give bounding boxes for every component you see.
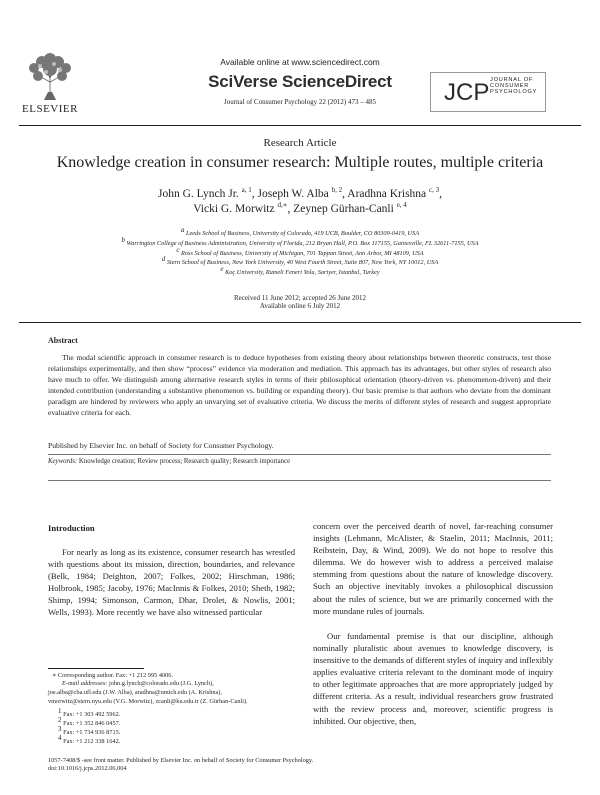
affiliation: $^b$ Warrington College of Business Administration, University of Florida, 212 Bryan Hall, P.O. Box 117155, Gainesville, FL 32611-7155, USA [121,236,479,248]
footnote-fax: $^3$ Fax: +1 734 936 8715. [58,725,121,737]
footnote-emails: E-mail addresses: john.g.lynch@colorado.edu (J.G. Lynch), [62,680,214,687]
abstract-heading: Abstract [48,336,78,345]
author-name[interactable]: Zeynep Gürhan-Canli [293,202,394,215]
affiliation: $^c$ Ross School of Business, University of Michigan, 701 Tappan Street, Ann Arbor, MI 48109, USA [176,246,424,258]
author-affil-mark[interactable]: b, 2 [331,186,343,194]
footnote-emails-cont[interactable]: joe.alba@cba.ufl.edu (J.W. Alba), aradhna@umich.edu (A. Krishna), [48,689,222,696]
doi-link[interactable]: doi:10.1016/j.jcps.2012.06.004 [48,765,127,772]
footnote-fax: $^4$ Fax: +1 212 338 1642. [58,734,121,746]
article-title: Knowledge creation in consumer research: Multiple routes, multiple criteria [56,154,544,171]
footnote-corresponding: ∗ Corresponding author. Fax: +1 212 995 4006. [52,672,173,679]
available-online-link[interactable]: Available online at www.sciencedirect.com [220,57,380,67]
author-line-1: John G. Lynch Jr. $^{a, 1}$, Joseph W. Alba $^{b, 2}$, Aradhna Krishna $^{c, 3}$, [157,186,443,200]
body-paragraph-right-2: Our fundamental premise is that our discipline, although nominally pluralistic about avenues to knowledge discovery, is insensitive to the demands of different styles of inquiry and inflexibly applies evaluative criteria relevant to the dominant mode of inquiry to other legitimate approaches that are more appropriately judged by different criteria. As a result, individual researchers grow frustrated with the review process and, moreover, scientific progress is inhibited. Our objective, then, [313,631,553,726]
body-paragraph-right-1: concern over the perceived dearth of novel, far-reaching consumer insights (Lehmann, McAlister, & Staelin, 2011; MacInnis, 2011; Reibstein, Day, & Wind, 2009). We do not hope to resolve this dilemma. We do however wish to address a perceived malaise stemming from questions about the nature of knowledge discovery. Such an objective inevitably invokes a philosophical discussion about the rules of science, but we are primarily concerned with the more mundane rules of journals. [313,521,553,616]
affiliation: $^e$ Koç University, Rumeli Feneri Yolu, Sariyer, Istanbul, Turkey [220,265,380,277]
article-type: Research Article [263,137,337,149]
author-name[interactable]: Vicki G. Morwitz [193,202,275,215]
jcp-logo-letters: JCP [444,79,490,106]
journal-reference: Journal of Consumer Psychology 22 (2012) 473 – 485 [223,98,377,106]
keywords-divider [48,454,551,455]
abstract-text: The modal scientific approach in consumer research is to deduce hypotheses from existing theory about relationships between theoretic constructs, test those relationships experimentally, and then show “process” evidence via moderation and mediation. This approach has its advantages, but other styles of research also have much to offer. We distinguish among alternative research styles in terms of their philosophical orientation (theory-driven vs. phenomenon-driven) and their intended contribution (understanding a substantive phenomenon vs. building or expanding theory). Our basic premise is that authors who deviate from the dominant paradigm are hindered by reviewers who apply an unvarying set of evaluative criteria. We discuss the merits of different styles of research and suggest appropriate evaluative criteria for each. [48,353,551,417]
affiliation: $^d$ Stern School of Business, New York University, 40 West Fourth Street, Suite 807, New York, NY 10012, USA [161,255,439,267]
online-date: Available online 6 July 2012 [259,302,341,310]
footnote-divider [48,668,144,669]
body-paragraph-left: For nearly as long as its existence, consumer research has wrestled with questions about its mission, direction, boundaries, and relevance (Belk, 1984; Deighton, 2007; Folkes, 2002; Hirschman, 1986; Holbrook, 1985; Jacoby, 1976; MacInnis & Folkes, 2010; Sheth, 1982; Shimp, 1994; Simonson, Carmon, Dhar, Drolet, & Nowlis, 2001; Wells, 1993). More recently we have also witnessed particular [48,547,295,618]
author-name[interactable]: Joseph W. Alba [257,187,329,200]
author-name[interactable]: Aradhna Krishna [347,187,427,200]
author-line-2: Vicki G. Morwitz $^{d,∗}$, Zeynep Gürhan-Canli $^{e, 4}$ [193,201,407,215]
abstract-divider-top [19,322,581,323]
author-affil-mark[interactable]: a, 1 [241,186,252,194]
author-affil-mark[interactable]: d,∗ [277,201,288,209]
email-link[interactable]: john.g.lynch@colorado.edu (J.G. Lynch), [109,680,214,687]
received-dates: Received 11 June 2012; accepted 26 June 2012 [233,294,367,302]
copyright-line: 1057-7408/$ -see front matter. Published by Elsevier Inc. on behalf of Society for Consumer Psychology. [48,757,314,764]
header-divider [19,125,581,126]
abstract-divider-bottom [48,480,551,481]
affiliation: $^a$ Leeds School of Business, University of Colorado, 419 UCB, Boulder, CO 80309-0419, USA [180,226,420,238]
jcp-logo-tagline: JOURNAL OF CONSUMER PSYCHOLOGY [490,77,538,96]
author-affil-mark[interactable]: c, 3 [429,186,440,194]
sciverse-sciencedirect-logo: SciVerse ScienceDirect [208,72,392,91]
abstract-published-by: Published by Elsevier Inc. on behalf of Society for Consumer Psychology. [48,441,274,450]
footnote-fax: $^2$ Fax: +1 352 846 0457. [58,716,121,728]
author-affil-mark[interactable]: e, 4 [396,201,407,209]
keywords: Keywords: Knowledge creation; Review process; Research quality; Research importance [48,458,291,465]
section-heading-introduction: Introduction [48,523,95,533]
footnote-emails-cont[interactable]: vmorwitz@stern.nyu.edu (V.G. Morwitz), zcanli@ku.edu.tr (Z. Gürhan-Canli). [48,698,248,705]
footnote-fax: $^1$ Fax: +1 303 492 5962. [58,707,121,719]
author-name[interactable]: John G. Lynch Jr. [157,187,239,200]
publisher-name: ELSEVIER [22,103,78,115]
